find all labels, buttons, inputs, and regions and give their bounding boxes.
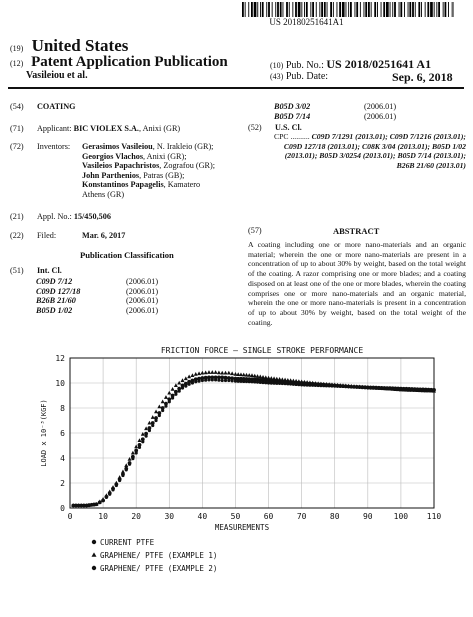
filed-code: (22) (10, 231, 24, 240)
applicant-label: Applicant: (37, 124, 72, 133)
abstract-code: (57) (248, 226, 262, 235)
us-cl-code: (52) (248, 123, 262, 132)
abstract-heading: ABSTRACT (333, 226, 380, 236)
series-2-point (184, 376, 188, 380)
header-rule (8, 87, 464, 89)
cpc-prefix: CPC .......... (274, 132, 310, 141)
publication-type-code: (12) (10, 59, 24, 68)
classification-version: (2006.01) (126, 286, 159, 296)
series-2-point (197, 371, 201, 375)
classification-row (274, 102, 473, 112)
classification-version: (2006.01) (126, 277, 159, 286)
series-3-point (148, 426, 152, 430)
series-2-point (224, 371, 228, 375)
classification-code: C09D 7/12 (36, 277, 73, 286)
inventor-location: , Anixi (GR); (143, 151, 187, 161)
series-3-point (167, 397, 171, 401)
friction-force-chart (38, 346, 458, 610)
series-2-point (171, 387, 175, 391)
series-3-point (197, 377, 201, 381)
series-2-point (230, 371, 234, 375)
legend-marker (92, 552, 97, 556)
inventor-name: John Parthenios (82, 170, 140, 180)
classification-row (36, 296, 236, 306)
int-cl-label: Int. Cl. (37, 266, 62, 275)
series-3-point (124, 467, 128, 471)
pub-number-label: Pub. No.: (285, 60, 324, 71)
applicant-location: , Anixi (GR) (138, 124, 181, 133)
series-3-point (227, 376, 231, 380)
y-axis-label: LOAD x 10⁻³(KGF) (40, 399, 48, 467)
pub-date-label: Pub. Date: (285, 71, 329, 82)
legend-label: CURRENT PTFE (100, 538, 155, 547)
inventor-entry (82, 180, 252, 190)
x-tick-label: 60 (263, 512, 274, 521)
pub-number-code: (10) (270, 61, 284, 70)
series-2-point (147, 421, 151, 425)
series-2-point (210, 370, 214, 374)
publication-type: Patent Application Publication (31, 54, 228, 70)
series-2-point (174, 383, 178, 387)
series-2-point (190, 373, 194, 377)
classification-code: B05D 3/02 (274, 102, 311, 111)
x-tick-label: 10 (98, 512, 108, 521)
barcode (242, 2, 454, 17)
classification-code: B05D 7/14 (274, 111, 311, 121)
inventor-location: , Kamatero (163, 180, 201, 190)
filed-date: Mar. 6, 2017 (82, 231, 126, 240)
series-2-point (177, 381, 181, 385)
inventor-location: , N. Irakleio (GR); (152, 142, 214, 151)
legend-marker (92, 566, 96, 570)
legend-label: GRAPHENE/ PTFE (EXAMPLE 2) (100, 564, 218, 573)
series-3-point (217, 375, 221, 379)
legend-label: GRAPHENE/ PTFE (EXAMPLE 1) (100, 551, 218, 560)
pub-number-value: US 2018/0251641 A1 (326, 57, 432, 71)
series-2-point (154, 410, 158, 414)
x-tick-label: 30 (164, 512, 175, 521)
series-3-point (144, 432, 148, 436)
series-3-point (111, 487, 115, 491)
x-tick-label: 90 (362, 512, 373, 521)
series-3-point (187, 380, 191, 384)
series-3-point (114, 482, 118, 486)
country-name: United States (31, 36, 129, 55)
applicant-line (37, 124, 180, 134)
pub-date-line (270, 70, 453, 84)
y-tick-label: 8 (60, 404, 65, 413)
series-2-point (204, 370, 208, 374)
patent-title: COATING (37, 102, 76, 111)
inventor-name: Georgios Vlachos (82, 151, 144, 161)
series-3-point (95, 502, 99, 506)
x-tick-label: 80 (329, 512, 340, 521)
inventor-name: Gerasimos Vasileiou (82, 142, 153, 151)
series-3-point (174, 390, 178, 394)
series-3-point (230, 376, 234, 380)
inventors-code: (72) (10, 142, 24, 151)
series-2-point (128, 457, 132, 461)
inventor-name: Vasileios Papachristos (82, 161, 160, 171)
series-3-point (432, 388, 436, 392)
classification-version: (2006.01) (126, 296, 159, 306)
series-3-point (204, 376, 208, 380)
inventor-entry (82, 171, 252, 181)
y-tick-label: 10 (55, 379, 65, 388)
y-tick-label: 2 (60, 479, 65, 488)
series-3-point (210, 375, 214, 379)
inventors-short: Vasileiou et al. (26, 70, 88, 81)
appl-no-value: 15/450,506 (73, 212, 111, 221)
series-2-point (134, 445, 138, 449)
inventor-name: Konstantinos Papagelis (82, 180, 164, 190)
y-tick-label: 12 (55, 354, 65, 363)
country-code: (19) (10, 44, 24, 53)
series-3-point (108, 491, 112, 495)
series-3-point (207, 375, 211, 379)
series-2-point (131, 451, 135, 455)
inventors-label: Inventors: (37, 142, 71, 151)
appl-no-code: (21) (10, 212, 24, 221)
country-heading (10, 36, 128, 56)
appl-no-line (37, 212, 111, 222)
series-2-point (227, 371, 231, 375)
series-3-point (101, 499, 105, 503)
series-2-point (214, 370, 218, 374)
series-3-point (154, 416, 158, 420)
int-cl-code: (51) (10, 266, 24, 275)
inventor-location: , Patras (GB); (139, 170, 185, 180)
inventor-entry (82, 152, 252, 162)
filed-label: Filed: (37, 231, 57, 240)
series-3-point (177, 387, 181, 391)
classification-version: (2006.01) (364, 111, 397, 121)
series-3-point (141, 437, 145, 441)
series-3-point (134, 449, 138, 453)
x-axis-label: MEASUREMENTS (214, 523, 270, 532)
classification-code: C09D 127/18 (36, 286, 81, 296)
x-tick-label: 70 (296, 512, 307, 521)
series-2-point (141, 432, 145, 436)
series-2-point (181, 378, 185, 382)
series-3-point (194, 377, 198, 381)
publication-number-top: US 20180251641A1 (269, 17, 344, 27)
appl-no-label: Appl. No.: (37, 212, 72, 221)
inventor-list (82, 142, 252, 200)
inventor-location: , Zografou (GR); (159, 161, 215, 171)
series-3-point (118, 477, 122, 481)
series-2-point (137, 438, 141, 442)
inventor-entry (82, 161, 252, 171)
series-3-point (138, 443, 142, 447)
series-2-point (194, 372, 198, 376)
series-3-point (121, 472, 125, 476)
inventor-entry (82, 190, 252, 200)
series-2-point (220, 371, 224, 375)
series-3-point (131, 455, 135, 459)
series-3-point (184, 382, 188, 386)
pub-class-heading: Publication Classification (80, 250, 174, 260)
series-2-point (161, 400, 165, 404)
us-cl-label: U.S. Cl. (275, 123, 302, 132)
title-code: (54) (10, 102, 24, 111)
classification-version: (2006.01) (364, 102, 397, 111)
series-3-point (220, 375, 224, 379)
applicant-code: (71) (10, 124, 24, 133)
y-tick-label: 0 (60, 504, 65, 513)
y-tick-label: 6 (60, 429, 65, 438)
x-tick-label: 20 (131, 512, 142, 521)
series-2-point (124, 463, 128, 467)
classification-row (36, 287, 236, 297)
x-tick-label: 100 (393, 512, 409, 521)
series-3-point (161, 406, 165, 410)
x-tick-label: 40 (197, 512, 208, 521)
classification-row (36, 306, 236, 316)
series-2-point (164, 395, 168, 399)
cpc-codes: C09D 7/1291 (2013.01); C09D 7/1216 (2013.01); C09D 127/18 (2013.01); C08K 3/04 (2013.01); B05D 1/02 (2013.01); B05D 3/0254 (2013.01); B05D 7/14 (2013.01); B26B 21/60 (2013.01) (283, 132, 466, 171)
cpc-classification (274, 132, 466, 171)
series-3-point (157, 411, 161, 415)
y-tick-label: 4 (60, 454, 65, 463)
publication-type-heading (10, 54, 228, 71)
series-2-point (151, 415, 155, 419)
series-3-point (181, 384, 185, 388)
legend-marker (92, 540, 96, 544)
series-3-point (164, 402, 168, 406)
series-1-point (221, 379, 224, 382)
inventor-location: Athens (GR) (82, 189, 125, 199)
classification-code: B26B 21/60 (36, 296, 76, 306)
series-2-point (144, 426, 148, 430)
series-3-point (171, 394, 175, 398)
x-tick-label: 0 (67, 512, 73, 521)
series-2-point (187, 375, 191, 379)
classification-row (36, 277, 236, 287)
series-2-point (157, 405, 161, 409)
series-3-point (191, 379, 195, 383)
series-3-point (214, 375, 218, 379)
classification-version: (2006.01) (126, 305, 159, 315)
series-3-point (105, 495, 109, 499)
classification-row (274, 112, 473, 122)
series-2-point (167, 391, 171, 395)
pub-date-value: Sep. 6, 2018 (392, 70, 453, 84)
series-3-point (200, 376, 204, 380)
series-2-point (200, 371, 204, 375)
applicant-name: BIC VIOLEX S.A. (73, 124, 139, 133)
pub-date-code: (43) (270, 72, 284, 81)
inventor-entry (82, 142, 252, 152)
series-3-point (224, 376, 228, 380)
series-2-point (207, 370, 211, 374)
series-3-point (128, 461, 132, 465)
classification-code: B05D 1/02 (36, 305, 73, 315)
x-tick-label: 50 (230, 512, 241, 521)
series-3-point (98, 500, 102, 504)
series-3-point (151, 421, 155, 425)
chart-title: FRICTION FORCE – SINGLE STROKE PERFORMANCE (160, 346, 364, 355)
abstract-text: A coating including one or more nano-materials and an organic material; wherein the one or more nano-materials are present in a concentration of up to about 30% by weight, based on the total weight of the coating. A razor comprising one or more blades; and a coating disposed on at least one of the one or more blades, wherein the coating comprises one or more nano-materials and an organic material, wherein the one or more nano-materials is present in a concentration of up to about 30% by weight, based on the total weight of the coating. (248, 240, 466, 327)
series-2-point (217, 370, 221, 374)
x-tick-label: 110 (426, 512, 442, 521)
